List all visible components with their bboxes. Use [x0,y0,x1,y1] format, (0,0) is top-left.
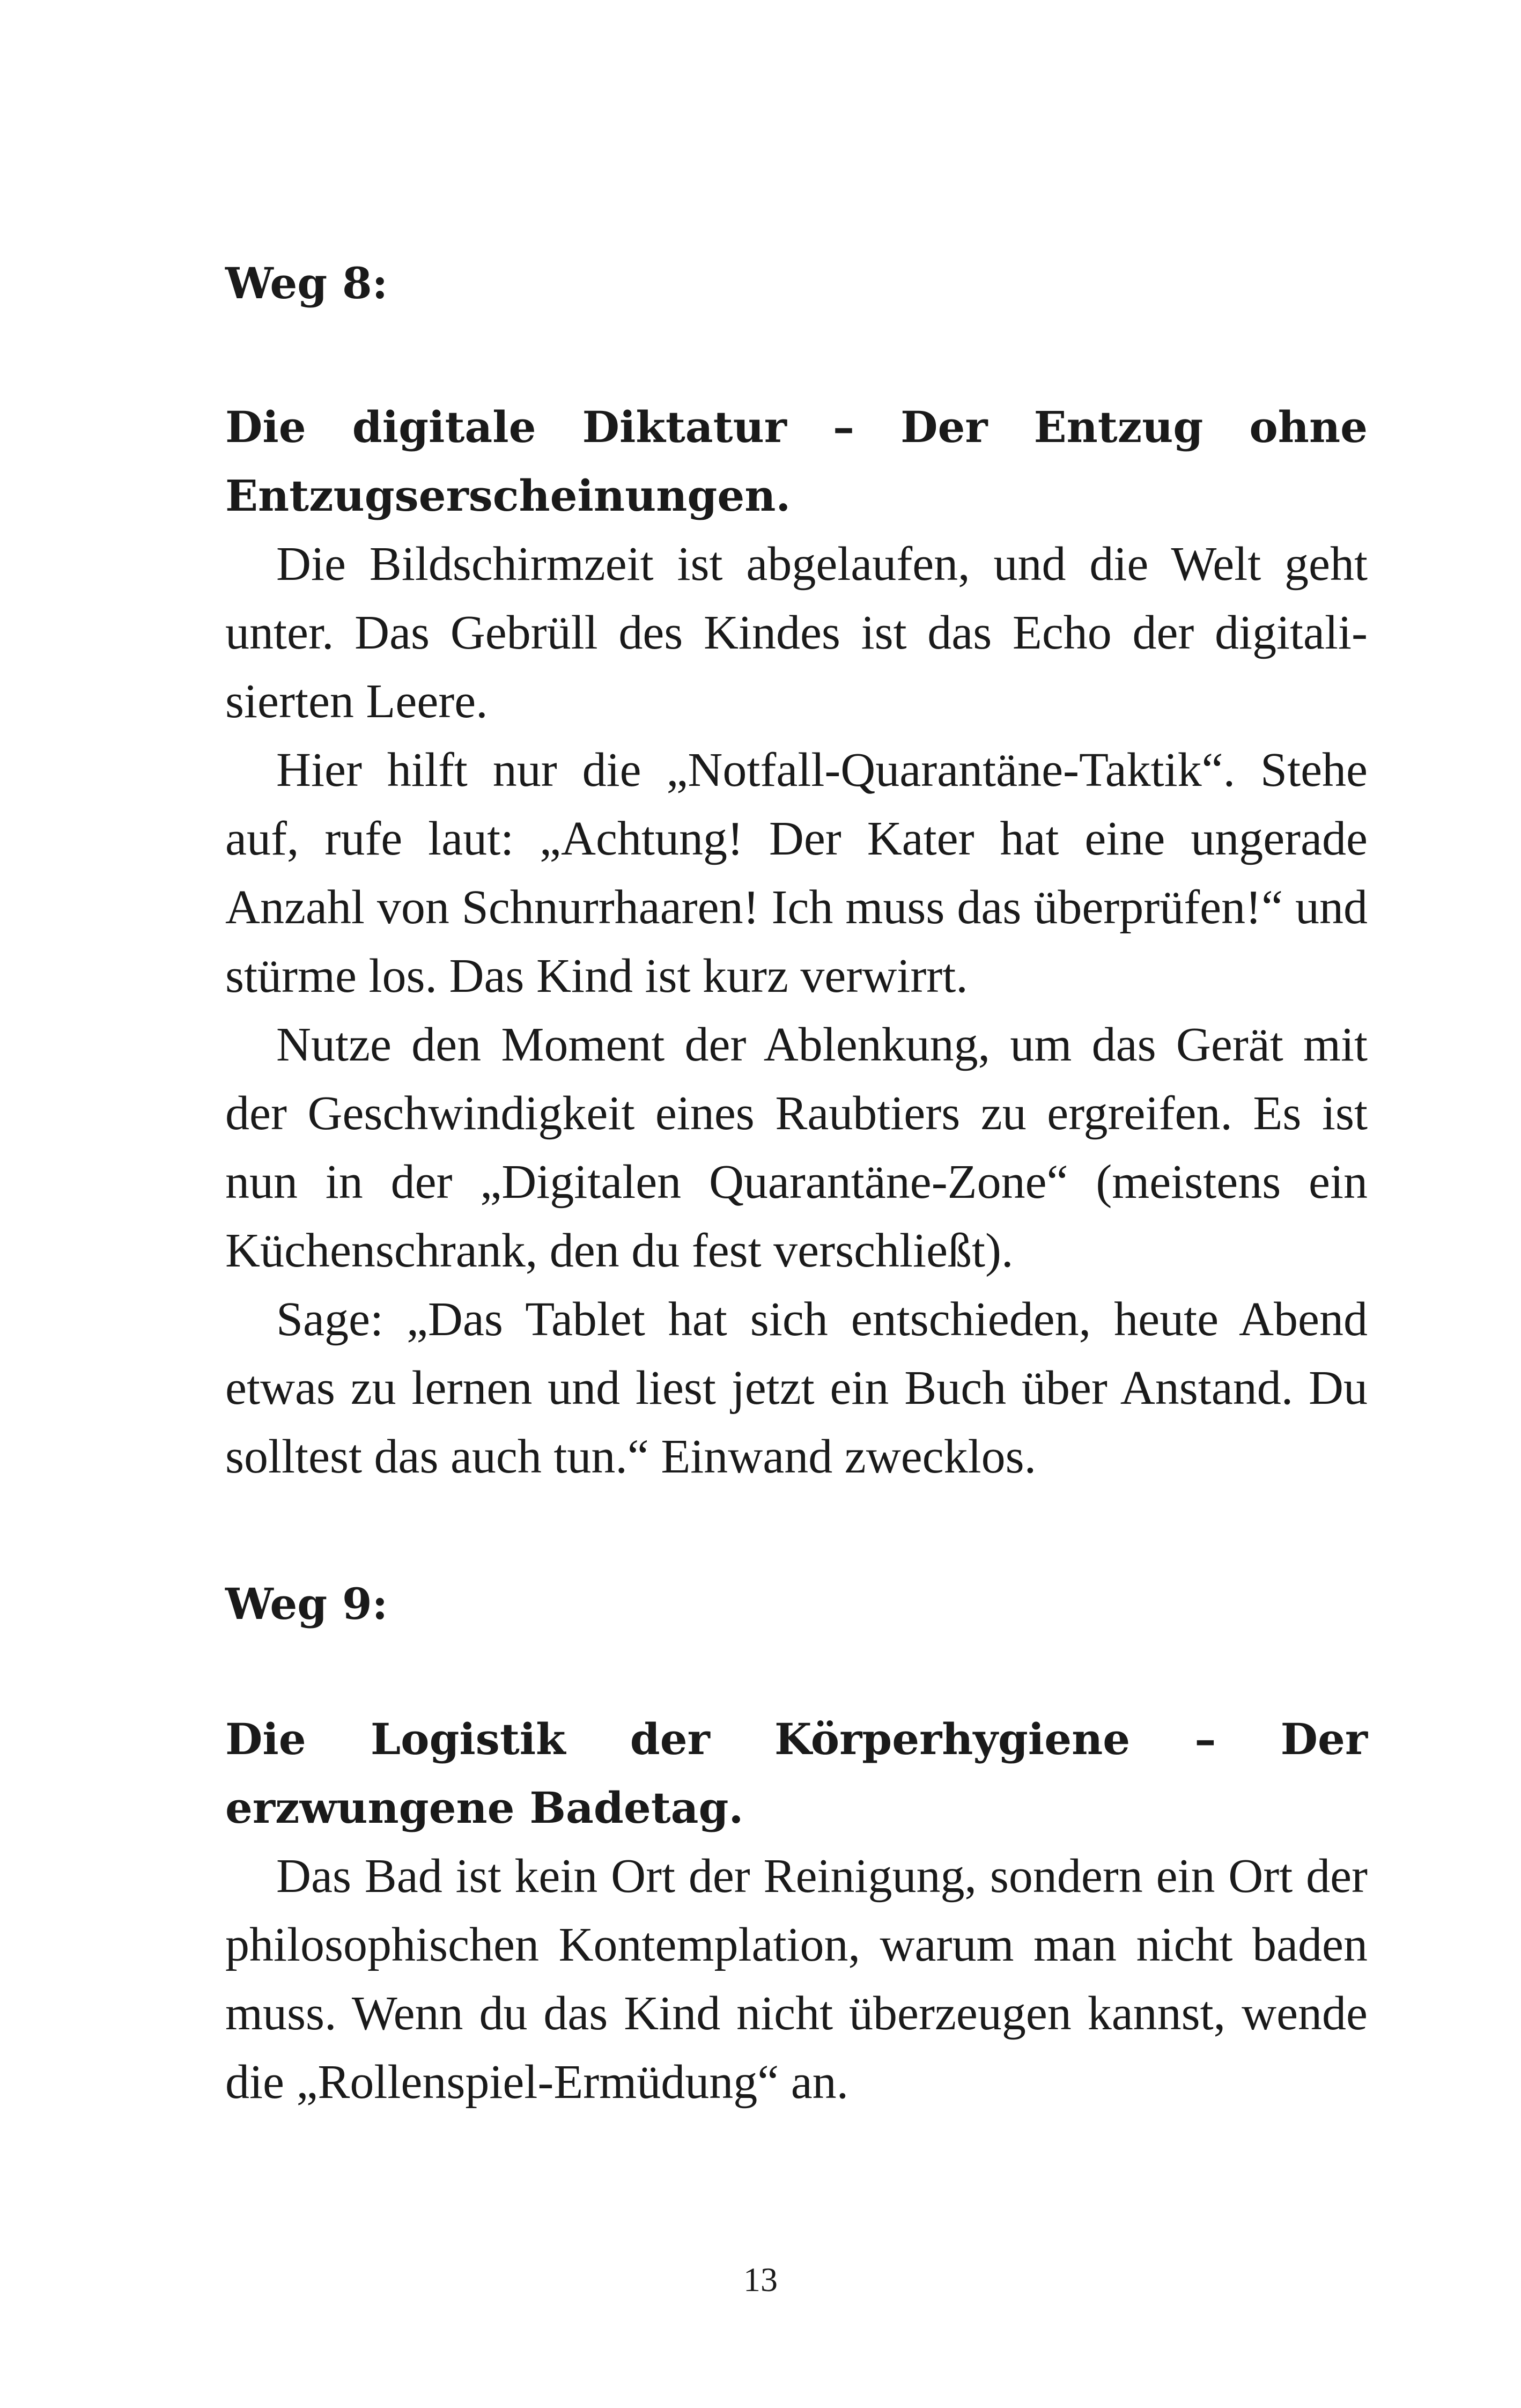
paragraph: Das Bad ist kein Ort der Reinigung, sondern ein Ort der philosophischen Kontemplation, warum man nicht baden muss. Wenn du das Kind nicht überzeugen kannst, wende die „Rollenspiel-Ermüdung“ an. [225,1850,1368,2109]
paragraph: Sage: „Das Tablet hat sich entschieden, heute Abend etwas zu lernen und liest jetzt ein Buch über Anstand. Du solltest das auch tun.“ Einwand zwecklos. [225,1293,1368,1483]
section-title: Die Logistik der Körperhygiene – Der erzwungene Badetag. [225,1714,1368,1833]
paragraph: Hier hilft nur die „Notfall-Quarantäne-Taktik“. Stehe auf, rufe laut: „Achtung! Der Kater hat eine ungerade Anzahl von Schnurrhaaren! Ich muss das überprüfen!“ und stürme los. Das Kind ist kurz verwirrt. [225,743,1368,1003]
section-weg-8 [225,249,1368,318]
section-weg-9-body [225,1705,1368,2117]
section-label: Weg 9: [225,1579,388,1629]
section-label: Weg 8: [225,258,388,308]
paragraph: Die Bildschirmzeit ist abgelaufen, und die Welt geht unter. Das Gebrüll des Kindes ist das Echo der digitalisierten Leere. [225,537,1368,728]
section-weg-8-body [225,393,1368,1491]
section-weg-9 [225,1570,1368,1638]
section-title: Die digitale Diktatur – Der Entzug ohne Entzugserscheinungen. [225,402,1368,521]
page-number: 13 [743,2260,778,2299]
paragraph: Nutze den Moment der Ablenkung, um das Gerät mit der Geschwindigkeit eines Raubtiers zu ergreifen. Es ist nun in der „Digitalen Quarantäne-Zone“ (meistens ein Küchenschrank, den du fest verschließt). [225,1018,1368,1277]
